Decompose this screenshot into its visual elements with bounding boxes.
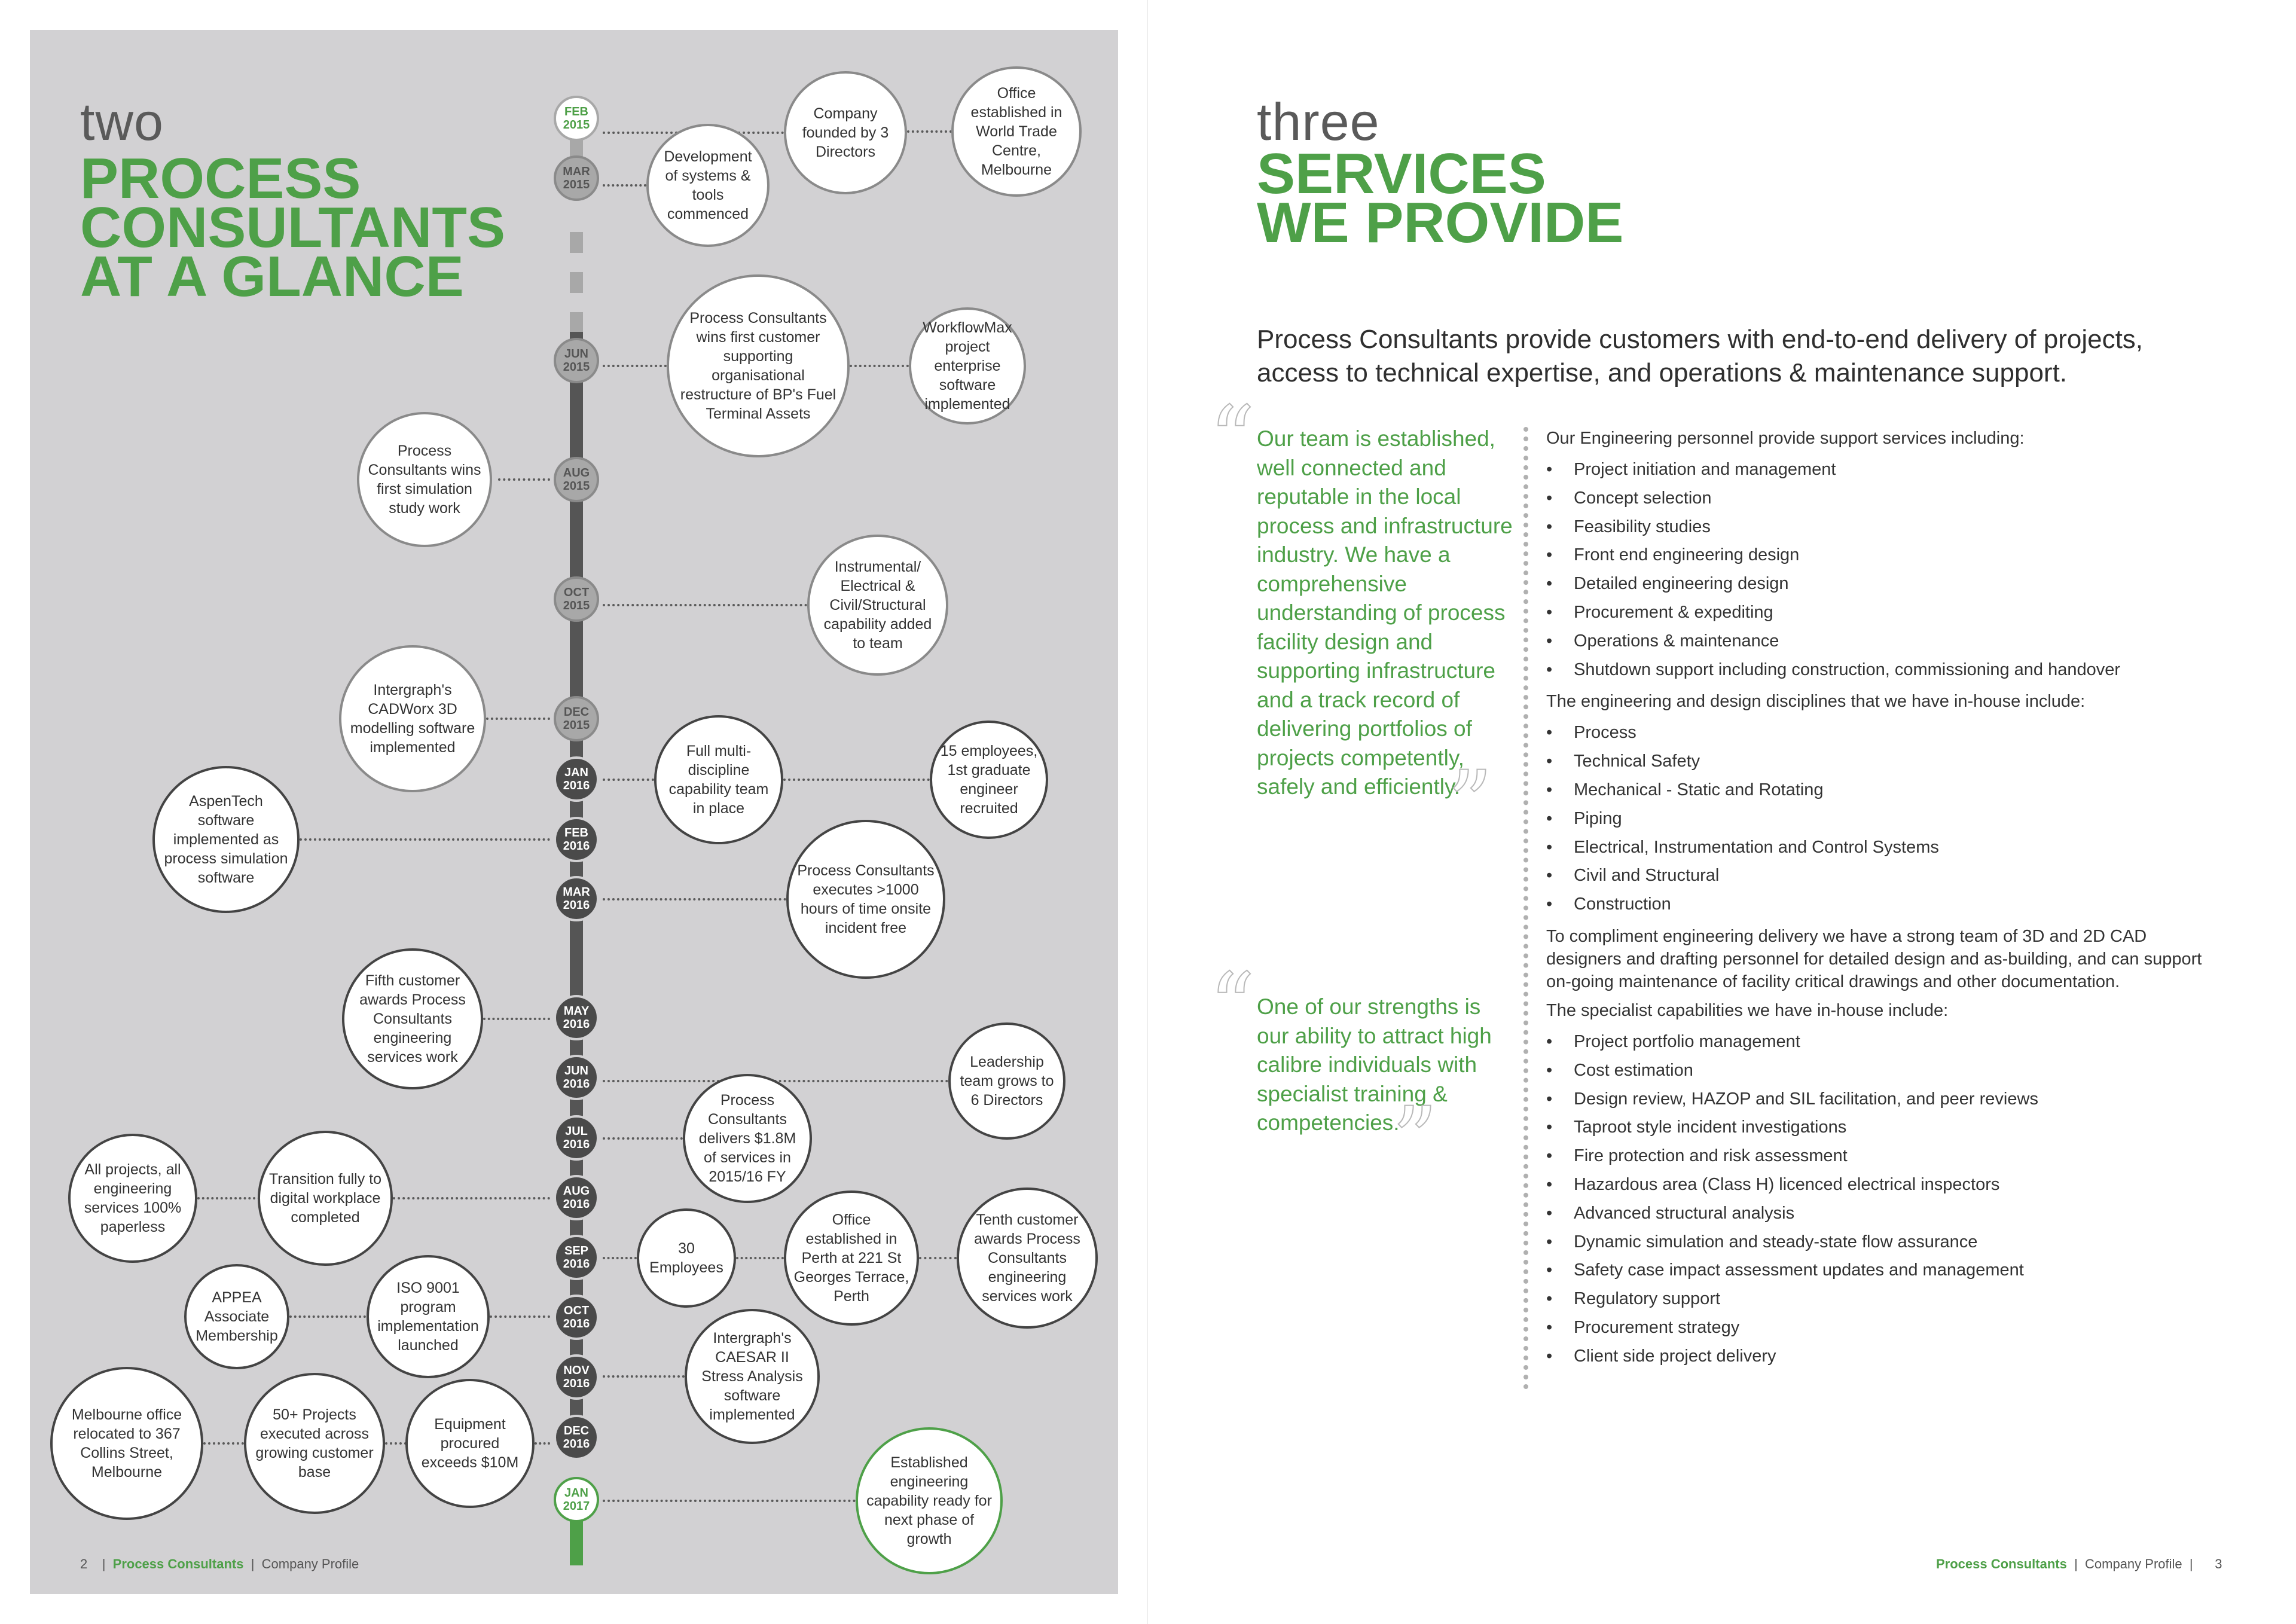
- node-year: 2016: [563, 899, 590, 912]
- timeline-event: Full multi-discipline capability team in place: [654, 715, 783, 844]
- node-month: DEC: [563, 706, 590, 719]
- timeline-date-node: [554, 1115, 599, 1161]
- list-item: • Piping: [1546, 805, 2204, 834]
- engineering-services-list: [1546, 456, 2204, 684]
- list-item: • Safety case impact assessment updates and management: [1546, 1256, 2204, 1285]
- list-item: • Mechanical - Static and Rotating: [1546, 776, 2204, 805]
- timeline-event: Tenth customer awards Process Consultants engineering services work: [957, 1188, 1098, 1329]
- node-month: MAR: [563, 886, 590, 899]
- node-year: 2015: [563, 480, 590, 493]
- node-year: 2017: [563, 1500, 590, 1513]
- list-item: • Fire protection and risk assessment: [1546, 1142, 2204, 1171]
- timeline-event: AspenTech software implemented as process simulation software: [152, 766, 300, 913]
- timeline-connector: [736, 1257, 784, 1259]
- list-item: • Project portfolio management: [1546, 1028, 2204, 1057]
- node-month: MAY: [563, 1005, 590, 1018]
- list-item: • Procurement & expediting: [1546, 599, 2204, 627]
- footer-brand: Process Consultants: [1936, 1556, 2067, 1571]
- list-item: • Construction: [1546, 890, 2204, 919]
- page-number: 2: [80, 1556, 88, 1571]
- node-year: 2016: [563, 840, 590, 853]
- services-intro: Process Consultants provide customers with end-to-end delivery of projects, access to technical expertise, and operations & maintenance support.: [1257, 325, 2144, 387]
- node-month: JAN: [564, 766, 588, 779]
- timeline-date-node: [554, 155, 599, 201]
- timeline-connector: [603, 604, 807, 606]
- disciplines-list: [1546, 719, 2204, 919]
- timeline-event: Process Consultants wins first simulation study work: [357, 412, 492, 547]
- timeline-event: Office established in Perth at 221 St Georges Terrace, Perth: [784, 1190, 919, 1326]
- timeline-connector: [603, 184, 646, 187]
- timeline-connector: [603, 898, 786, 900]
- timeline-connector: [603, 779, 654, 781]
- timeline-event: Process Consultants wins first customer supporting organisational restructure of BP's Fuel Terminal Assets: [667, 274, 850, 457]
- list-item: • Advanced structural analysis: [1546, 1199, 2204, 1228]
- node-month: FEB: [564, 826, 588, 840]
- timeline-event: Equipment procured exceeds $10M: [405, 1379, 535, 1508]
- list-item: • Regulatory support: [1546, 1285, 2204, 1314]
- timeline-spine-dash: [570, 272, 583, 293]
- timeline-event: Intergraph's CAESAR II Stress Analysis software implemented: [685, 1309, 820, 1444]
- node-year: 2015: [563, 599, 590, 612]
- list-item: • Client side project delivery: [1546, 1342, 2204, 1371]
- timeline-event: Established engineering capability ready for next phase of growth: [856, 1427, 1003, 1574]
- timeline-date-node: [554, 1055, 599, 1100]
- list-item: • Dynamic simulation and steady-state flow assurance: [1546, 1228, 2204, 1257]
- timeline-connector: [603, 1500, 856, 1502]
- timeline-spine-dash: [570, 232, 583, 253]
- timeline-connector: [289, 1315, 366, 1318]
- node-month: NOV: [563, 1364, 590, 1377]
- right-page-title: [1257, 142, 1624, 255]
- title-line: AT A GLANCE: [80, 245, 464, 309]
- open-quote-icon: “: [1209, 954, 1255, 1058]
- timeline-connector: [919, 1257, 957, 1259]
- node-year: 2015: [563, 178, 590, 191]
- timeline-connector: [483, 1018, 550, 1020]
- dotted-separator: [1523, 427, 1528, 1390]
- timeline-connector: [490, 1315, 550, 1318]
- timeline-event: WorkflowMax project enterprise software implemented: [909, 307, 1026, 425]
- timeline-connector: [907, 130, 952, 133]
- specialist-capabilities-list: [1546, 1028, 2204, 1371]
- timeline-date-node: [554, 576, 599, 622]
- timeline-event: Development of systems & tools commenced: [646, 124, 770, 247]
- timeline-spine-dash: [570, 312, 583, 333]
- node-month: FEB: [564, 105, 588, 118]
- node-month: SEP: [564, 1244, 589, 1257]
- page-number: 3: [2215, 1556, 2222, 1571]
- timeline-event: 50+ Projects executed across growing customer base: [244, 1373, 385, 1514]
- timeline-date-node: [554, 96, 599, 141]
- footer-brand: Process Consultants: [112, 1556, 244, 1571]
- list-item: • Taproot style incident investigations: [1546, 1113, 2204, 1142]
- cad-paragraph: To compliment engineering delivery we have a strong team of 3D and 2D CAD designers and drafting personnel for detailed design and as-building, and can support on-going maintenance of facility critical drawings and other documentation.: [1546, 926, 2202, 991]
- timeline-event: ISO 9001 program implementation launched: [367, 1255, 490, 1378]
- timeline-date-node: [554, 995, 599, 1040]
- timeline-date-node: [554, 756, 599, 802]
- timeline-event: Instrumental/ Electrical & Civil/Structural capability added to team: [807, 535, 948, 676]
- timeline-connector: [850, 365, 909, 367]
- timeline-connector: [203, 1442, 244, 1445]
- timeline-date-node: [554, 876, 599, 921]
- list-item: • Process: [1546, 719, 2204, 747]
- timeline-connector: [486, 718, 550, 720]
- list-item: • Hazardous area (Class H) licenced electrical inspectors: [1546, 1171, 2204, 1199]
- node-month: JUL: [565, 1125, 588, 1138]
- open-quote-icon: “: [1209, 387, 1255, 492]
- close-quote-icon: ”: [1447, 752, 1493, 856]
- node-month: AUG: [563, 466, 590, 480]
- timeline-event: Intergraph's CADWorx 3D modelling software implemented: [339, 645, 486, 792]
- timeline-event: APPEA Associate Membership: [184, 1264, 289, 1369]
- node-year: 2016: [563, 1198, 590, 1211]
- timeline-date-node: [554, 1175, 599, 1220]
- timeline-event: 15 employees, 1st graduate engineer recruited: [930, 721, 1048, 839]
- timeline-date-node: [554, 1295, 599, 1340]
- list-item: • Operations & maintenance: [1546, 627, 2204, 656]
- timeline-event: Leadership team grows to 6 Directors: [948, 1022, 1065, 1140]
- timeline-event: Company founded by 3 Directors: [784, 71, 907, 194]
- timeline-connector: [498, 478, 550, 481]
- timeline-connector: [603, 365, 667, 367]
- timeline-date-node: [554, 1235, 599, 1280]
- timeline-date-node: [554, 817, 599, 862]
- list-item: • Design review, HAZOP and SIL facilitation, and peer reviews: [1546, 1085, 2204, 1114]
- timeline-date-node: [554, 338, 599, 383]
- timeline-connector: [603, 1137, 683, 1140]
- title-line: SERVICES: [1257, 142, 1546, 206]
- list-item: • Civil and Structural: [1546, 862, 2204, 890]
- close-quote-icon: ”: [1392, 1088, 1438, 1192]
- timeline-connector: [783, 779, 930, 781]
- node-month: JUN: [564, 347, 588, 361]
- list-item: • Shutdown support including construction, commissioning and handover: [1546, 656, 2204, 685]
- footer-doc: Company Profile: [2085, 1556, 2182, 1571]
- timeline-event: Transition fully to digital workplace completed: [258, 1131, 393, 1266]
- node-year: 2015: [563, 361, 590, 374]
- list-item: • Cost estimation: [1546, 1057, 2204, 1085]
- timeline-event: Process Consultants executes >1000 hours of time onsite incident free: [786, 820, 945, 979]
- list-item: • Concept selection: [1546, 484, 2204, 513]
- left-footer: 2 | Process Consultants | Company Profile: [80, 1556, 359, 1571]
- title-line: WE PROVIDE: [1257, 191, 1624, 255]
- timeline-date-node: [554, 1415, 599, 1460]
- node-year: 2016: [563, 1437, 590, 1451]
- node-month: JAN: [564, 1486, 588, 1500]
- list-item: • Project initiation and management: [1546, 456, 2204, 484]
- section-number-two: two: [80, 92, 164, 151]
- node-month: JUN: [564, 1064, 588, 1077]
- services-list: [1546, 427, 2204, 1377]
- section-number-three: three: [1257, 92, 1380, 151]
- timeline-event: Process Consultants delivers $1.8M of services in 2015/16 FY: [683, 1074, 812, 1203]
- list-item: • Detailed engineering design: [1546, 570, 2204, 599]
- timeline-date-node: [554, 1477, 599, 1522]
- timeline-date-node: [554, 1354, 599, 1400]
- node-month: MAR: [563, 165, 590, 178]
- node-year: 2015: [563, 118, 590, 132]
- disciplines-intro: The engineering and design disciplines that we have in-house include:: [1546, 692, 2086, 712]
- timeline-event: Melbourne office relocated to 367 Collins Street, Melbourne: [50, 1367, 203, 1520]
- list-item: • Technical Safety: [1546, 747, 2204, 776]
- timeline-connector: [603, 1375, 685, 1378]
- specialist-intro: The specialist capabilities we have in-house include:: [1546, 1000, 1949, 1020]
- timeline-event: 30 Employees: [637, 1208, 736, 1308]
- list-item: • Electrical, Instrumentation and Control Systems: [1546, 834, 2204, 862]
- timeline-date-node: [554, 457, 599, 502]
- list-item: • Procurement strategy: [1546, 1314, 2204, 1342]
- node-year: 2016: [563, 1377, 590, 1390]
- title-line: CONSULTANTS: [80, 196, 506, 260]
- timeline-connector: [603, 1257, 637, 1259]
- timeline-connector: [535, 1442, 550, 1445]
- pull-quote-team: Our team is established, well connected and reputable in the local process and infrastructure industry. We have a comprehensive understanding of process facility design and supporting infrastructure and a track record of delivering portfolios of projects competently, safely and efficiently.: [1257, 426, 1513, 799]
- node-month: AUG: [563, 1185, 590, 1198]
- pull-quote-strengths: One of our strengths is our ability to attract high calibre individuals with specialist training & competencies.: [1257, 994, 1492, 1135]
- right-footer: Process Consultants | Company Profile | 3: [1936, 1556, 2222, 1571]
- list-item: • Feasibility studies: [1546, 513, 2204, 542]
- timeline-date-node: [554, 696, 599, 741]
- node-year: 2016: [563, 779, 590, 792]
- list-item: • Front end engineering design: [1546, 541, 2204, 570]
- title-line: PROCESS: [80, 146, 361, 210]
- timeline-connector: [300, 838, 550, 841]
- node-year: 2015: [563, 719, 590, 732]
- node-year: 2016: [563, 1077, 590, 1091]
- timeline-event: All projects, all engineering services 100% paperless: [68, 1134, 197, 1263]
- timeline-event: Fifth customer awards Process Consultants engineering services work: [342, 948, 483, 1089]
- node-month: OCT: [563, 586, 590, 599]
- node-month: OCT: [563, 1304, 590, 1317]
- timeline-connector: [393, 1197, 550, 1199]
- timeline-event: Office established in World Trade Centre, Melbourne: [951, 66, 1082, 197]
- engineering-intro: Our Engineering personnel provide support services including:: [1546, 429, 2025, 448]
- node-year: 2016: [563, 1138, 590, 1151]
- node-year: 2016: [563, 1018, 590, 1031]
- node-year: 2016: [563, 1257, 590, 1271]
- node-month: DEC: [563, 1424, 590, 1437]
- node-year: 2016: [563, 1317, 590, 1330]
- footer-doc: Company Profile: [261, 1556, 359, 1571]
